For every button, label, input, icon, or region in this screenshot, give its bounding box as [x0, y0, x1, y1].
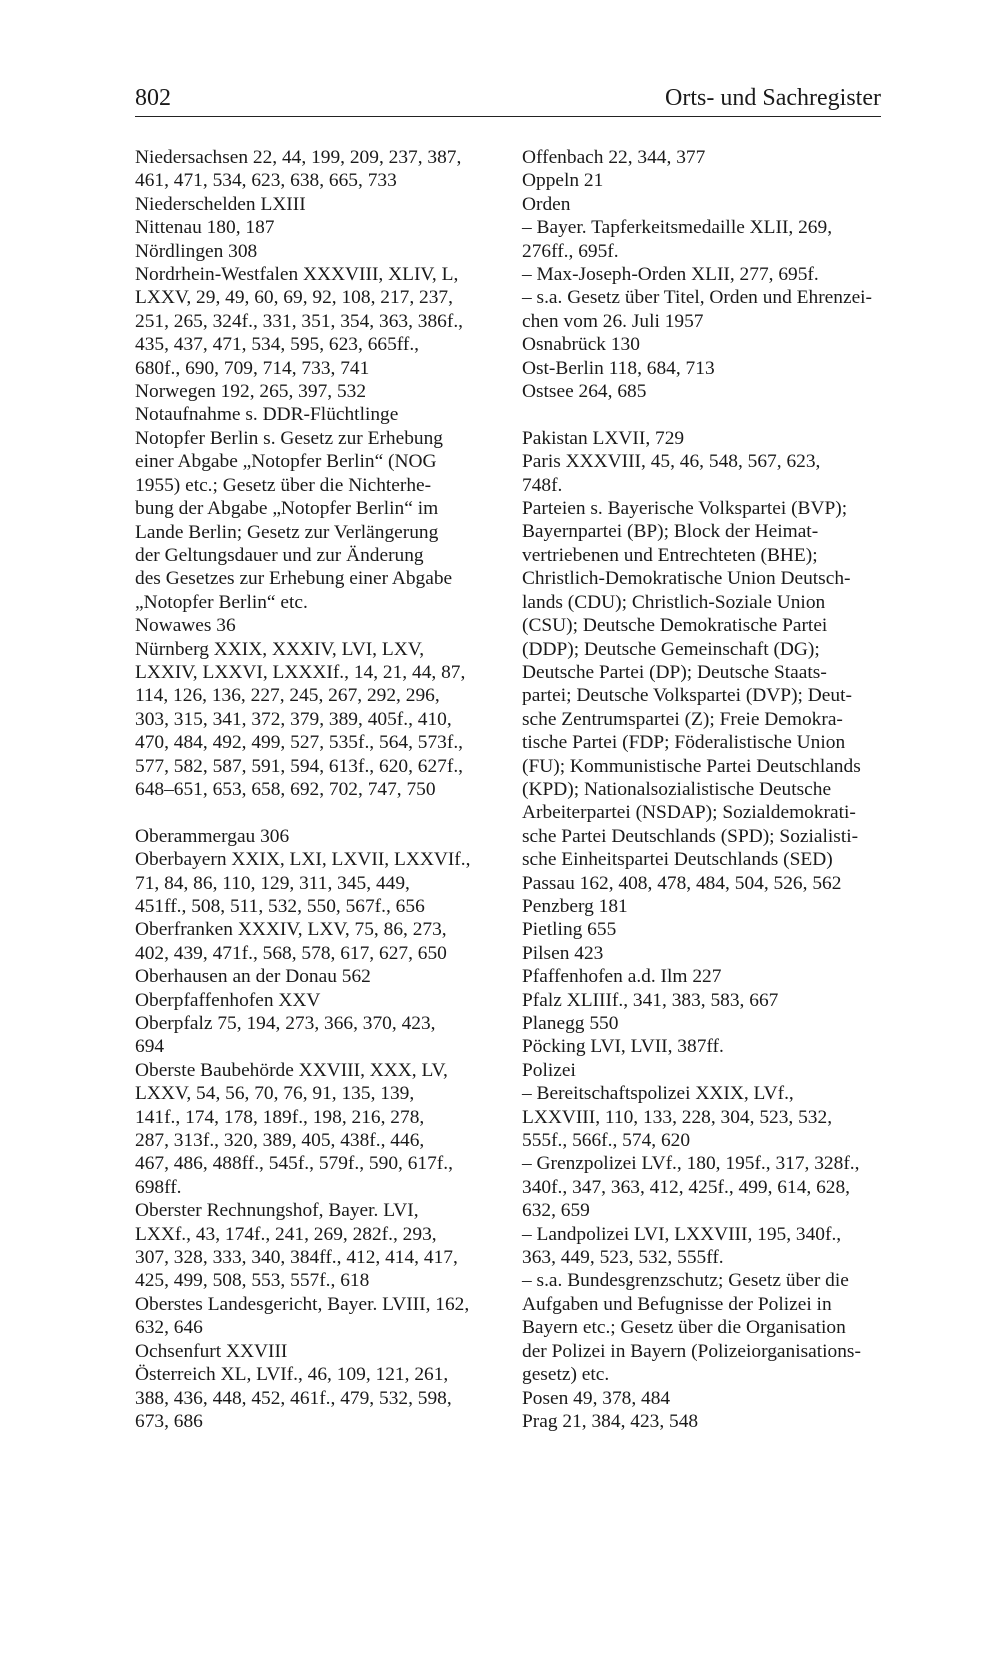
index-entry-line: Pakistan LXVII, 729 — [522, 427, 685, 449]
index-entry — [522, 427, 884, 450]
index-entry — [135, 989, 495, 1012]
index-entry — [522, 450, 884, 497]
index-entry-line: (KPD); Nationalsozialistische Deutsche — [522, 778, 832, 800]
index-entry — [522, 895, 884, 918]
index-entry-line: 363, 449, 523, 532, 555ff. — [522, 1247, 724, 1269]
index-entry — [522, 357, 884, 380]
index-entry — [522, 942, 884, 965]
index-entry-line: Pfaffenhofen a.d. Ilm 227 — [522, 966, 722, 988]
index-entry-line: sche Partei Deutschlands (SPD); Sozialisti- — [522, 825, 859, 847]
index-entry-line: 276ff., 695f. — [522, 240, 619, 262]
index-entry-line: des Gesetzes zur Erhebung einer Abgabe — [135, 568, 453, 590]
index-column-right — [522, 146, 884, 1433]
index-entry-line: Offenbach 22, 344, 377 — [522, 147, 706, 168]
index-entry-line: Oberster Rechnungshof, Bayer. LVI, — [135, 1200, 419, 1222]
index-entry-line: Passau 162, 408, 478, 484, 504, 526, 562 — [522, 872, 842, 894]
index-entry-line: 461, 471, 534, 623, 638, 665, 733 — [135, 170, 397, 192]
index-entry-line: 694 — [135, 1036, 165, 1058]
index-entry-line: Oberfranken XXXIV, LXV, 75, 86, 273, — [135, 919, 447, 941]
index-subentry — [522, 216, 884, 263]
index-entry-line: tische Partei (FDP; Föderalistische Union — [522, 732, 846, 754]
index-entry-line: Nowawes 36 — [135, 615, 236, 637]
index-entry-line: Oberbayern XXIX, LXI, LXVII, LXXVIf., — [135, 849, 471, 871]
index-entry-line: LXXV, 29, 49, 60, 69, 92, 108, 217, 237, — [135, 287, 453, 309]
index-entry-line: Oberpfaffenhofen XXV — [135, 989, 321, 1011]
index-entry-line: Posen 49, 378, 484 — [522, 1387, 671, 1409]
index-entry-line: sche Zentrumspartei (Z); Freie Demokra- — [522, 708, 843, 730]
index-entry-line: der Polizei in Bayern (Polizeiorganisations- — [522, 1340, 861, 1362]
index-entry — [522, 1012, 884, 1035]
index-entry-line: 467, 486, 488ff., 545f., 579f., 590, 617f., — [135, 1153, 453, 1175]
index-entry-line: chen vom 26. Juli 1957 — [522, 310, 704, 332]
index-entry-line: Pilsen 423 — [522, 942, 604, 964]
index-entry-line: 340f., 347, 363, 412, 425f., 499, 614, 628, — [522, 1176, 851, 1198]
index-entry-line: 577, 582, 587, 591, 594, 613f., 620, 627f., — [135, 755, 464, 777]
index-entry-line: Polizei — [522, 1059, 576, 1081]
index-entry-line: 402, 439, 471f., 568, 578, 617, 627, 650 — [135, 942, 447, 964]
index-subentry — [522, 263, 884, 286]
index-entry — [135, 848, 495, 918]
index-entry — [135, 380, 495, 403]
index-entry — [522, 497, 884, 872]
index-entry — [522, 989, 884, 1012]
index-entry-line: – s.a. Gesetz über Titel, Orden und Ehrenzei- — [522, 287, 873, 309]
index-entry — [135, 240, 495, 263]
index-entry-line: Penzberg 181 — [522, 895, 628, 917]
index-subentry — [522, 1223, 884, 1270]
index-entry-line: Nordrhein-Westfalen XXXVIII, XLIV, L, — [135, 264, 459, 286]
index-entry — [135, 427, 495, 614]
index-entry-line: 388, 436, 448, 452, 461f., 479, 532, 598, — [135, 1387, 452, 1409]
index-entry — [135, 263, 495, 380]
index-entry-line: 141f., 174, 178, 189f., 198, 216, 278, — [135, 1106, 425, 1128]
index-entry-line: Oberste Baubehörde XXVIII, XXX, LV, — [135, 1059, 448, 1081]
index-entry — [135, 146, 495, 193]
index-entry — [135, 1059, 495, 1199]
index-entry-line: Pietling 655 — [522, 919, 617, 941]
index-entry-line: Bayern etc.; Gesetz über die Organisation — [522, 1317, 846, 1339]
index-entry — [135, 965, 495, 988]
index-entry-line: 425, 499, 508, 553, 557f., 618 — [135, 1270, 370, 1292]
index-entry-line: 632, 659 — [522, 1200, 590, 1222]
index-entry-line: Paris XXXVIII, 45, 46, 548, 567, 623, — [522, 451, 821, 473]
index-entry-line: Oberhausen an der Donau 562 — [135, 966, 371, 988]
index-entry — [522, 918, 884, 941]
index-entry-line: Arbeiterpartei (NSDAP); Sozialdemokrati- — [522, 802, 856, 824]
index-entry-line: LXXVIII, 110, 133, 228, 304, 523, 532, — [522, 1106, 833, 1128]
index-entry-line: sche Einheitspartei Deutschlands (SED) — [522, 849, 833, 871]
index-entry-line: Nürnberg XXIX, XXXIV, LVI, LXV, — [135, 638, 425, 660]
index-entry — [135, 614, 495, 637]
index-entry-line: – Grenzpolizei LVf., 180, 195f., 317, 328f., — [522, 1153, 860, 1175]
index-entry-line: Niedersachsen 22, 44, 199, 209, 237, 387, — [135, 147, 462, 168]
running-head: Orts- und Sachregister — [665, 85, 881, 111]
index-entry-line: Pfalz XLIIIf., 341, 383, 583, 667 — [522, 989, 779, 1011]
index-entry-line: 470, 484, 492, 499, 527, 535f., 564, 573f., — [135, 732, 464, 754]
index-entry-line: 71, 84, 86, 110, 129, 311, 345, 449, — [135, 872, 410, 894]
index-entry-line: Orden — [522, 193, 571, 215]
section-gap — [135, 801, 495, 824]
index-entry-line: Deutsche Partei (DP); Deutsche Staats- — [522, 661, 827, 683]
index-entry-line: Oberpfalz 75, 194, 273, 366, 370, 423, — [135, 1013, 436, 1035]
index-entry-line: Niederschelden LXIII — [135, 193, 306, 215]
index-entry-line: (FU); Kommunistische Partei Deutschlands — [522, 755, 861, 777]
index-entry-line: Osnabrück 130 — [522, 334, 640, 356]
index-entry-line: 673, 686 — [135, 1410, 203, 1432]
index-entry — [522, 1059, 884, 1082]
index-entry-line: 648–651, 653, 658, 692, 702, 747, 750 — [135, 778, 436, 800]
index-entry-line: 451ff., 508, 511, 532, 550, 567f., 656 — [135, 895, 425, 917]
index-entry — [135, 1012, 495, 1059]
index-entry-line: vertriebenen und Entrechteten (BHE); — [522, 544, 818, 566]
index-entry — [135, 1293, 495, 1340]
index-entry-line: Oberstes Landesgericht, Bayer. LVIII, 162, — [135, 1293, 470, 1315]
index-entry-line: Oppeln 21 — [522, 170, 604, 192]
index-entry-line: Nördlingen 308 — [135, 240, 258, 262]
index-entry-line: Norwegen 192, 265, 397, 532 — [135, 381, 367, 403]
index-entry-line: Ochsenfurt XXVIII — [135, 1340, 288, 1362]
index-entry-line: bung der Abgabe „Notopfer Berlin“ im — [135, 498, 439, 520]
section-gap — [522, 403, 884, 426]
index-entry-line: 698ff. — [135, 1176, 182, 1198]
index-entry-line: – s.a. Bundesgrenzschutz; Gesetz über die — [522, 1270, 849, 1292]
page-header — [135, 82, 881, 117]
page-number: 802 — [135, 85, 171, 111]
index-entry-line: Österreich XL, LVIf., 46, 109, 121, 261, — [135, 1364, 449, 1386]
index-entry-line: 555f., 566f., 574, 620 — [522, 1130, 691, 1152]
index-entry-line: Oberammergau 306 — [135, 825, 290, 847]
index-entry-line: Ost-Berlin 118, 684, 713 — [522, 357, 715, 379]
index-entry-line: Lande Berlin; Gesetz zur Verlängerung — [135, 521, 439, 543]
index-entry-line: partei; Deutsche Volkspartei (DVP); Deut- — [522, 685, 852, 707]
index-entry — [135, 825, 495, 848]
index-entry-line: 748f. — [522, 474, 563, 496]
index-entry — [135, 1363, 495, 1433]
index-entry-line: Bayernpartei (BP); Block der Heimat- — [522, 521, 819, 543]
index-entry — [522, 965, 884, 988]
index-entry-line: Parteien s. Bayerische Volkspartei (BVP); — [522, 498, 848, 520]
index-entry — [522, 1410, 884, 1433]
index-entry-line: Christlich-Demokratische Union Deutsch- — [522, 568, 851, 590]
index-entry-line: 287, 313f., 320, 389, 405, 438f., 446, — [135, 1130, 425, 1152]
index-entry — [522, 146, 884, 169]
index-entry — [135, 1340, 495, 1363]
index-subentry — [522, 286, 884, 333]
index-entry-line: 680f., 690, 709, 714, 733, 741 — [135, 357, 370, 379]
index-entry-line: 435, 437, 471, 534, 595, 623, 665ff., — [135, 334, 420, 356]
index-entry-line: der Geltungsdauer und zur Änderung — [135, 544, 424, 566]
index-entry — [135, 1199, 495, 1293]
index-entry — [522, 169, 884, 192]
index-entry-line: Nittenau 180, 187 — [135, 217, 275, 239]
index-entry — [135, 216, 495, 239]
index-entry-line: 114, 126, 136, 227, 245, 267, 292, 296, — [135, 685, 440, 707]
index-entry — [135, 918, 495, 965]
index-subentry — [522, 1082, 884, 1152]
index-entry — [522, 872, 884, 895]
index-entry — [135, 638, 495, 802]
index-entry — [522, 1387, 884, 1410]
index-entry-line: – Landpolizei LVI, LXXVIII, 195, 340f., — [522, 1223, 842, 1245]
index-entry-line: LXXf., 43, 174f., 241, 269, 282f., 293, — [135, 1223, 437, 1245]
index-column-left — [135, 146, 495, 1433]
index-entry-line: Notopfer Berlin s. Gesetz zur Erhebung — [135, 427, 443, 449]
index-entry-line: 632, 646 — [135, 1317, 203, 1339]
index-entry-line: lands (CDU); Christlich-Soziale Union — [522, 591, 826, 613]
index-entry — [522, 1035, 884, 1058]
index-entry-line: 303, 315, 341, 372, 379, 389, 405f., 410, — [135, 708, 452, 730]
index-entry-line: Planegg 550 — [522, 1013, 619, 1035]
index-entry — [522, 380, 884, 403]
index-entry-line: (CSU); Deutsche Demokratische Partei — [522, 615, 828, 637]
index-entry-line: 307, 328, 333, 340, 384ff., 412, 414, 417, — [135, 1247, 458, 1269]
index-entry-line: Pöcking LVI, LVII, 387ff. — [522, 1036, 724, 1058]
index-entry-line: – Bayer. Tapferkeitsmedaille XLII, 269, — [522, 217, 833, 239]
index-entry-line: 1955) etc.; Gesetz über die Nichterhe- — [135, 474, 432, 496]
index-entry-line: – Max-Joseph-Orden XLII, 277, 695f. — [522, 264, 819, 286]
index-entry-line: – Bereitschaftspolizei XXIX, LVf., — [522, 1083, 794, 1105]
index-entry-line: (DDP); Deutsche Gemeinschaft (DG); — [522, 638, 820, 660]
index-subentry — [522, 1269, 884, 1386]
index-entry-line: 251, 265, 324f., 331, 351, 354, 363, 386f., — [135, 310, 464, 332]
index-subentry — [522, 1152, 884, 1222]
index-entry — [135, 193, 495, 216]
index-entry-line: Ostsee 264, 685 — [522, 381, 647, 403]
index-entry-line: LXXV, 54, 56, 70, 76, 91, 135, 139, — [135, 1083, 415, 1105]
index-entry-line: Aufgaben und Befugnisse der Polizei in — [522, 1293, 832, 1315]
index-entry-line: Prag 21, 384, 423, 548 — [522, 1410, 699, 1432]
index-entry-line: Notaufnahme s. DDR-Flüchtlinge — [135, 404, 399, 426]
index-entry — [522, 193, 884, 216]
index-entry — [135, 403, 495, 426]
index-entry — [522, 333, 884, 356]
index-entry-line: gesetz) etc. — [522, 1364, 610, 1386]
index-entry-line: LXXIV, LXXVI, LXXXIf., 14, 21, 44, 87, — [135, 661, 466, 683]
index-entry-line: einer Abgabe „Notopfer Berlin“ (NOG — [135, 451, 437, 473]
index-entry-line: „Notopfer Berlin“ etc. — [135, 591, 308, 613]
